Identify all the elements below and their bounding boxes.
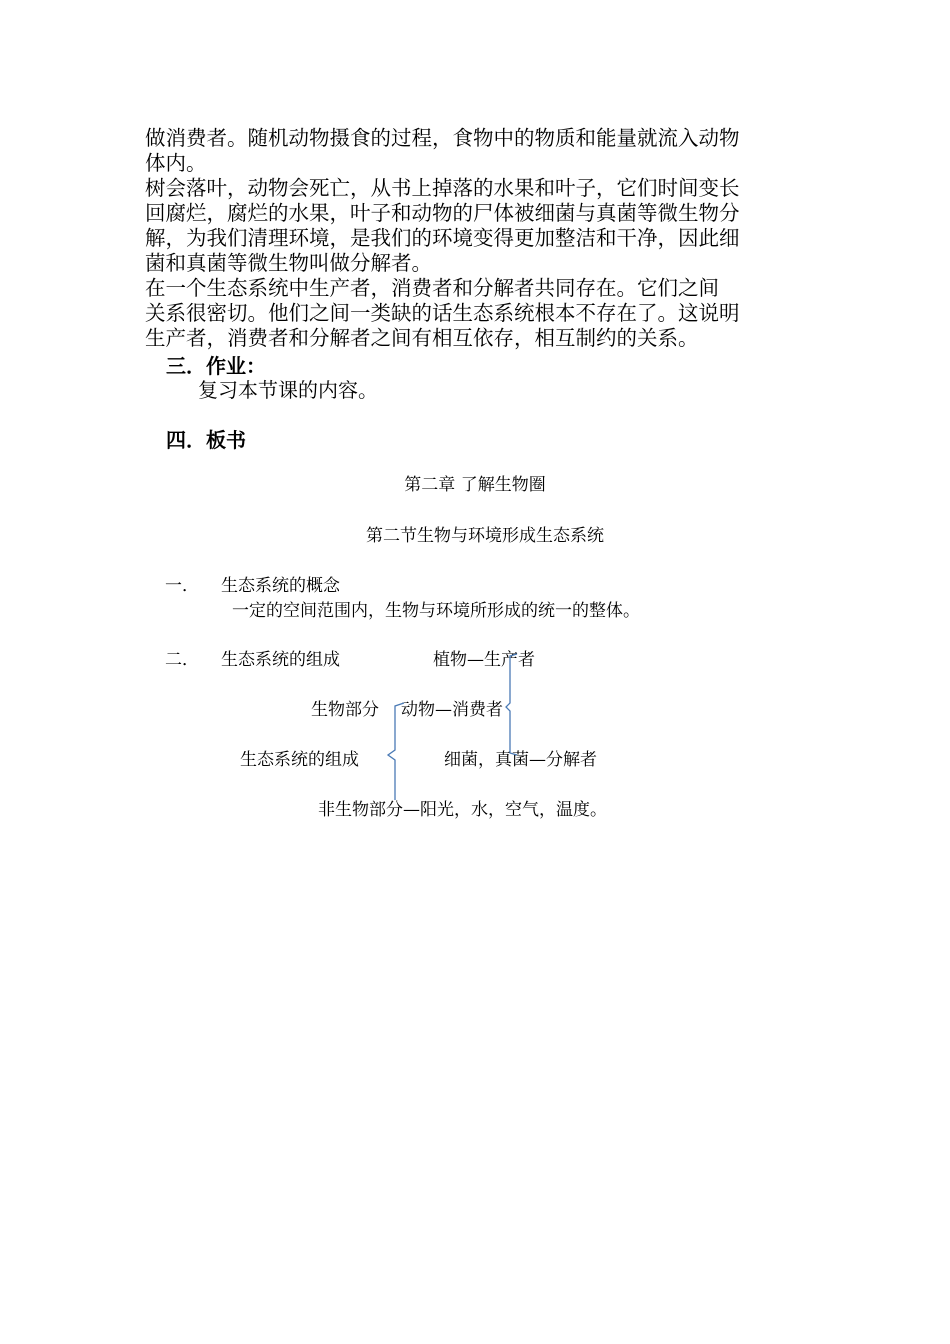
- decomposer-label: 细菌，真菌—分解者: [444, 750, 597, 770]
- text-line: 在一个生态系统中生产者，消费者和分解者共同存在。它们之间: [145, 276, 719, 300]
- text-line: 树会落叶，动物会死亡，从书上掉落的水果和叶子，它们时间变长: [145, 176, 740, 200]
- composition-root-label: 生态系统的组成: [240, 750, 359, 770]
- text-line: 体内。: [145, 151, 207, 175]
- homework-heading: 三．作业：: [166, 354, 266, 378]
- item2-title: 生态系统的组成: [221, 650, 340, 670]
- item1-definition: 一定的空间范围内，生物与环境所形成的统一的整体。: [232, 601, 640, 621]
- item1-title: 生态系统的概念: [221, 576, 340, 596]
- item2-number: 二．: [165, 650, 199, 670]
- outer-bracket: [388, 703, 404, 800]
- nonbio-label: 非生物部分—阳光，水，空气，温度。: [318, 800, 607, 820]
- producer-label: 植物—生产者: [433, 650, 535, 670]
- text-line: 回腐烂，腐烂的水果，叶子和动物的尸体被细菌与真菌等微生物分: [145, 201, 740, 225]
- board-heading: 四．板书: [166, 428, 246, 452]
- text-line: 关系很密切。他们之间一类缺的话生态系统根本不存在了。这说明: [145, 301, 740, 325]
- chapter-title: 第二章 了解生物圈: [404, 475, 546, 495]
- item1-number: 一．: [165, 576, 199, 596]
- inner-bracket: [506, 654, 517, 755]
- text-line: 解，为我们清理环境，是我们的环境变得更加整洁和干净，因此细: [145, 226, 740, 250]
- text-line: 做消费者。随机动物摄食的过程，食物中的物质和能量就流入动物: [145, 126, 740, 150]
- text-line: 生产者，消费者和分解者之间有相互依存，相互制约的关系。: [145, 326, 699, 350]
- homework-text: 复习本节课的内容。: [198, 378, 378, 402]
- bio-part-label: 生物部分: [311, 700, 379, 720]
- section-title: 第二节生物与环境形成生态系统: [366, 526, 604, 546]
- text-line: 菌和真菌等微生物叫做分解者。: [145, 251, 432, 275]
- consumer-label: 动物—消费者: [401, 700, 503, 720]
